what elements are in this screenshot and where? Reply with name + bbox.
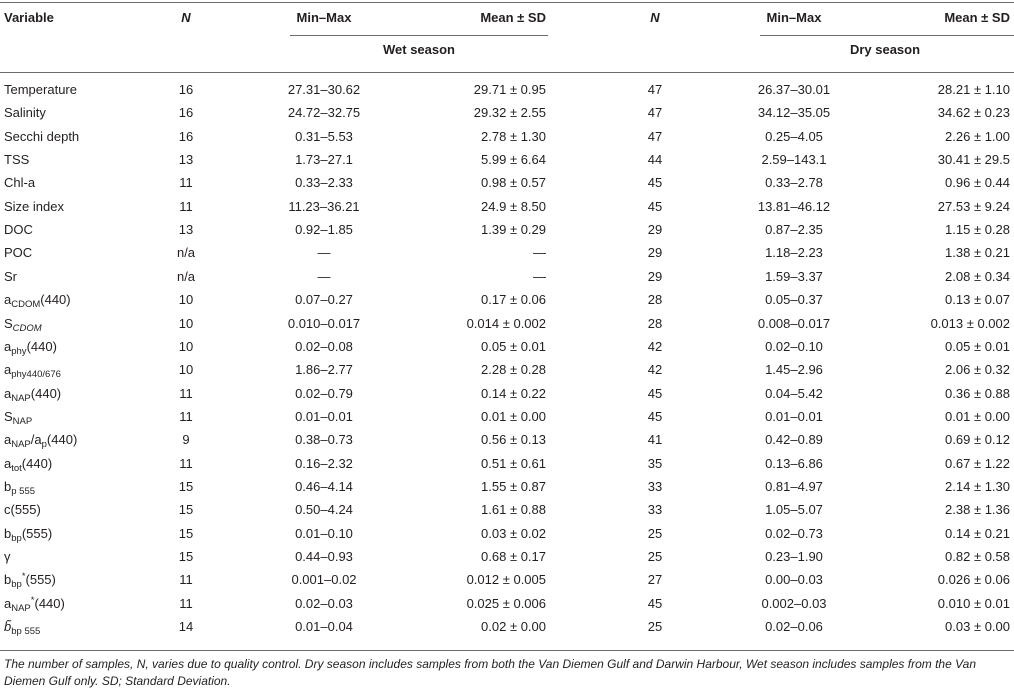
cell-dry-minmax: 0.05–0.37: [765, 292, 823, 307]
cell-dry-meansd: 0.36 ± 0.88: [945, 386, 1010, 401]
cell-dry-meansd: 0.01 ± 0.00: [945, 409, 1010, 424]
cell-dry-minmax: 0.04–5.42: [765, 386, 823, 401]
cell-wet-meansd: 0.01 ± 0.00: [481, 409, 546, 424]
cell-wet-n: n/a: [176, 269, 196, 284]
variable-subscript: CDOM: [12, 323, 42, 334]
cell-dry-minmax: 0.87–2.35: [765, 222, 823, 237]
cell-wet-meansd: 0.98 ± 0.57: [481, 175, 546, 190]
variable-superscript: *: [30, 595, 35, 606]
cell-dry-meansd: 28.21 ± 1.10: [937, 82, 1010, 97]
cell-dry-minmax: 0.02–0.73: [765, 526, 823, 541]
cell-dry-meansd: 2.14 ± 1.30: [945, 479, 1010, 494]
row-variable: [4, 222, 33, 238]
cell-dry-minmax: 0.42–0.89: [765, 432, 823, 447]
row-variable: [4, 82, 77, 98]
cell-wet-n: 11: [179, 596, 193, 611]
row-variable: [4, 572, 56, 588]
variable-symbol: Salinity: [4, 105, 46, 120]
cell-wet-meansd: —: [533, 269, 546, 284]
cell-wet-n: 16: [178, 105, 194, 120]
variable-subscript: NAP: [11, 393, 31, 404]
cell-wet-n: 15: [178, 502, 194, 517]
wet-group-rule: [290, 35, 548, 36]
cell-wet-minmax: 0.02–0.08: [295, 339, 353, 354]
cell-wet-meansd: —: [533, 245, 546, 260]
cell-wet-meansd: 0.012 ± 0.005: [466, 572, 546, 587]
cell-wet-n: 10: [178, 362, 194, 377]
cell-dry-n: 25: [647, 526, 663, 541]
cell-dry-meansd: 0.82 ± 0.58: [945, 549, 1010, 564]
cell-dry-minmax: 1.05–5.07: [765, 502, 823, 517]
cell-wet-meansd: 0.56 ± 0.13: [481, 432, 546, 447]
variable-symbol: TSS: [4, 152, 30, 167]
cell-wet-meansd: 0.02 ± 0.00: [481, 619, 546, 634]
cell-wet-meansd: 0.014 ± 0.002: [466, 316, 546, 331]
cell-dry-n: 33: [647, 479, 663, 494]
variable-symbol: a: [4, 339, 12, 354]
cell-wet-minmax: 0.50–4.24: [295, 502, 353, 517]
variable-superscript: *: [21, 571, 26, 582]
cell-wet-minmax: 0.44–0.93: [295, 549, 353, 564]
header-wet-season: Wet season: [382, 42, 456, 57]
variable-subscript: CDOM: [11, 299, 41, 310]
cell-dry-minmax: 2.59–143.1: [761, 152, 827, 167]
cell-dry-meansd: 2.26 ± 1.00: [945, 129, 1010, 144]
row-variable: [4, 105, 46, 121]
cell-wet-meansd: 24.9 ± 8.50: [481, 199, 546, 214]
variable-wavelength: (555): [25, 572, 56, 587]
cell-wet-minmax: 1.86–2.77: [295, 362, 353, 377]
cell-wet-n: 11: [179, 572, 193, 587]
cell-wet-n: 15: [178, 479, 194, 494]
cell-wet-minmax: 0.38–0.73: [295, 432, 353, 447]
cell-dry-n: 45: [647, 175, 663, 190]
cell-wet-n: 13: [178, 222, 194, 237]
cell-dry-n: 27: [647, 572, 663, 587]
row-variable: [4, 409, 32, 425]
cell-dry-n: 35: [647, 456, 663, 471]
variable-symbol: DOC: [4, 222, 33, 237]
variable-subscript: bp: [11, 533, 22, 544]
cell-dry-meansd: 2.06 ± 0.32: [945, 362, 1010, 377]
header-wet-minmax: Min–Max: [296, 10, 352, 25]
row-variable: [4, 199, 64, 215]
cell-dry-n: 45: [647, 386, 663, 401]
variable-symbol: Size index: [4, 199, 64, 214]
variable-symbol: b: [4, 526, 12, 541]
cell-dry-minmax: 0.002–0.03: [761, 596, 827, 611]
table-footnote: The number of samples, N, varies due to quality control. Dry season includes samples from both the Van Diemen Gulf and Darwin Harbour, Wet season includes samples from the Van Diemen Gulf only. SD; Standard Deviation.: [4, 657, 977, 688]
variable-symbol: S: [4, 409, 13, 424]
cell-dry-meansd: 0.96 ± 0.44: [945, 175, 1010, 190]
cell-wet-minmax: 0.01–0.04: [295, 619, 353, 634]
cell-wet-minmax: 0.33–2.33: [295, 175, 353, 190]
cell-dry-n: 45: [647, 199, 663, 214]
cell-dry-meansd: 0.67 ± 1.22: [945, 456, 1010, 471]
variable-subscript: NAP: [12, 416, 33, 427]
cell-dry-minmax: 0.00–0.03: [765, 572, 823, 587]
row-variable: [4, 339, 57, 355]
variable-symbol: a: [4, 292, 12, 307]
cell-wet-minmax: —: [317, 269, 331, 284]
header-bottom-rule: [0, 72, 1014, 73]
cell-dry-n: 47: [647, 129, 663, 144]
cell-wet-minmax: 0.01–0.01: [295, 409, 353, 424]
cell-wet-n: 10: [178, 339, 194, 354]
cell-dry-n: 45: [647, 596, 663, 611]
row-variable: [4, 269, 17, 285]
cell-dry-meansd: 0.05 ± 0.01: [945, 339, 1010, 354]
cell-dry-n: 29: [647, 245, 663, 260]
cell-wet-minmax: 0.001–0.02: [291, 572, 357, 587]
cell-wet-meansd: 0.05 ± 0.01: [481, 339, 546, 354]
header-dry-n: N: [650, 10, 660, 25]
cell-dry-meansd: 0.13 ± 0.07: [945, 292, 1010, 307]
variable-symbol: a: [4, 596, 12, 611]
row-variable: [4, 432, 77, 448]
variable-symbol: b: [4, 572, 12, 587]
cell-dry-minmax: 26.37–30.01: [757, 82, 831, 97]
cell-wet-meansd: 1.55 ± 0.87: [481, 479, 546, 494]
variable-symbol: γ: [4, 549, 11, 564]
row-variable: [4, 175, 35, 191]
cell-wet-minmax: 0.02–0.79: [295, 386, 353, 401]
header-dry-meansd: Mean ± SD: [944, 10, 1010, 25]
variable-wavelength: (440): [46, 432, 78, 447]
cell-dry-minmax: 0.02–0.06: [765, 619, 823, 634]
cell-wet-minmax: 11.23–36.21: [288, 199, 360, 214]
cell-wet-meansd: 1.61 ± 0.88: [481, 502, 546, 517]
variable-symbol: a: [4, 456, 12, 471]
cell-dry-n: 45: [647, 409, 663, 424]
cell-dry-n: 47: [647, 82, 663, 97]
variable-symbol: Sr: [4, 269, 17, 284]
cell-wet-meansd: 1.39 ± 0.29: [481, 222, 546, 237]
row-variable: [4, 362, 61, 378]
cell-dry-meansd: 1.38 ± 0.21: [945, 245, 1010, 260]
cell-dry-n: 42: [647, 339, 663, 354]
row-variable: [4, 456, 52, 472]
cell-dry-n: 25: [647, 619, 663, 634]
cell-wet-n: 11: [179, 175, 193, 190]
cell-dry-n: 28: [647, 292, 663, 307]
variable-wavelength: (555): [21, 526, 53, 541]
cell-dry-meansd: 0.69 ± 0.12: [945, 432, 1010, 447]
row-variable: [4, 386, 61, 402]
cell-wet-minmax: 0.02–0.03: [295, 596, 353, 611]
cell-wet-minmax: 24.72–32.75: [287, 105, 361, 120]
header-dry-season: Dry season: [849, 42, 921, 57]
cell-wet-minmax: —: [317, 245, 331, 260]
cell-wet-n: 11: [179, 409, 193, 424]
row-variable: [4, 152, 29, 168]
cell-wet-n: 10: [178, 292, 194, 307]
cell-wet-n: 11: [179, 456, 193, 471]
variable-wavelength: (440): [30, 386, 62, 401]
cell-wet-meansd: 0.025 ± 0.006: [466, 596, 546, 611]
row-variable: [4, 316, 42, 332]
variable-subscript: bp: [11, 579, 22, 590]
cell-dry-meansd: 2.38 ± 1.36: [945, 502, 1010, 517]
row-variable: [4, 502, 41, 518]
cell-wet-minmax: 0.46–4.14: [295, 479, 353, 494]
cell-wet-meansd: 0.14 ± 0.22: [481, 386, 546, 401]
variable-symbol: a: [4, 362, 12, 377]
row-variable: [4, 549, 11, 565]
variable-wavelength: (440): [40, 292, 71, 307]
variable-symbol: Secchi depth: [4, 129, 80, 144]
cell-wet-minmax: 0.010–0.017: [287, 316, 361, 331]
cell-dry-meansd: 0.013 ± 0.002: [930, 316, 1010, 331]
cell-wet-n: 15: [178, 526, 194, 541]
cell-wet-meansd: 0.03 ± 0.02: [481, 526, 546, 541]
cell-wet-minmax: 27.31–30.62: [287, 82, 361, 97]
cell-dry-n: 42: [647, 362, 663, 377]
variable-symbol: Chl-a: [4, 175, 36, 190]
cell-wet-n: 11: [179, 386, 193, 401]
cell-dry-minmax: 1.18–2.23: [765, 245, 823, 260]
cell-wet-n: 14: [178, 619, 194, 634]
variable-symbol: a: [4, 432, 12, 447]
variable-subscript: p 555: [11, 486, 36, 497]
variable-symbol: b̃: [4, 619, 12, 634]
cell-wet-meansd: 29.32 ± 2.55: [473, 105, 546, 120]
cell-wet-meansd: 2.78 ± 1.30: [481, 129, 546, 144]
cell-dry-minmax: 1.45–2.96: [765, 362, 823, 377]
variable-subscript: bp 555: [11, 626, 41, 637]
cell-wet-n: 16: [178, 82, 194, 97]
row-variable: [4, 129, 79, 145]
cell-wet-meansd: 0.68 ± 0.17: [481, 549, 546, 564]
variable-symbol: c(555): [4, 502, 41, 517]
variable-subscript: NAP: [11, 603, 31, 614]
row-variable: [4, 619, 40, 635]
cell-dry-n: 47: [647, 105, 663, 120]
row-variable: [4, 479, 35, 495]
cell-wet-n: 13: [178, 152, 194, 167]
cell-dry-meansd: 1.15 ± 0.28: [945, 222, 1010, 237]
cell-wet-n: 9: [182, 432, 190, 447]
cell-dry-minmax: 0.008–0.017: [757, 316, 831, 331]
cell-wet-minmax: 0.31–5.53: [295, 129, 353, 144]
cell-dry-minmax: 1.59–3.37: [765, 269, 823, 284]
header-dry-minmax: Min–Max: [766, 10, 822, 25]
cell-dry-minmax: 34.12–35.05: [757, 105, 831, 120]
variable-symbol: a: [4, 386, 12, 401]
variable-wavelength: (440): [34, 596, 65, 611]
cell-wet-meansd: 29.71 ± 0.95: [473, 82, 546, 97]
cell-dry-meansd: 34.62 ± 0.23: [937, 105, 1010, 120]
cell-dry-n: 29: [647, 269, 663, 284]
variable-subscript: tot: [11, 463, 22, 474]
cell-wet-meansd: 2.28 ± 0.28: [481, 362, 546, 377]
row-variable: [4, 245, 32, 261]
cell-dry-meansd: 0.14 ± 0.21: [945, 526, 1010, 541]
cell-dry-minmax: 0.01–0.01: [765, 409, 823, 424]
cell-dry-meansd: 2.08 ± 0.34: [945, 269, 1010, 284]
cell-dry-n: 28: [647, 316, 663, 331]
cell-dry-minmax: 0.13–6.86: [765, 456, 823, 471]
cell-dry-n: 29: [647, 222, 663, 237]
cell-wet-n: 11: [179, 199, 193, 214]
variable-divider: /a: [30, 432, 42, 447]
cell-dry-minmax: 0.81–4.97: [765, 479, 823, 494]
cell-wet-meansd: 0.17 ± 0.06: [481, 292, 546, 307]
variable-symbol: b: [4, 479, 12, 494]
cell-dry-n: 33: [647, 502, 663, 517]
variable-subscript: phy: [11, 346, 27, 357]
header-wet-meansd: Mean ± SD: [480, 10, 546, 25]
cell-dry-minmax: 0.23–1.90: [765, 549, 823, 564]
row-variable: [4, 292, 71, 308]
top-rule: [0, 2, 1014, 3]
cell-wet-meansd: 0.51 ± 0.61: [481, 456, 546, 471]
variable-subscript: phy440/676: [11, 369, 61, 380]
cell-wet-minmax: 0.16–2.32: [295, 456, 353, 471]
header-wet-n: N: [181, 10, 191, 25]
table-bottom-rule: [0, 650, 1014, 651]
cell-wet-n: n/a: [176, 245, 196, 260]
cell-dry-meansd: 0.010 ± 0.01: [937, 596, 1010, 611]
variable-wavelength: (440): [21, 456, 53, 471]
dry-group-rule: [760, 35, 1014, 36]
cell-dry-minmax: 13.81–46.12: [757, 199, 831, 214]
header-variable: Variable: [4, 10, 54, 25]
variable-wavelength: (440): [26, 339, 57, 354]
cell-dry-meansd: 27.53 ± 9.24: [937, 199, 1010, 214]
cell-dry-n: 44: [647, 152, 663, 167]
cell-wet-n: 10: [178, 316, 194, 331]
cell-wet-n: 15: [178, 549, 194, 564]
variable-symbol: Temperature: [4, 82, 77, 97]
cell-dry-minmax: 0.33–2.78: [765, 175, 823, 190]
cell-dry-minmax: 0.25–4.05: [765, 129, 823, 144]
row-variable: [4, 526, 52, 542]
cell-dry-meansd: 0.026 ± 0.06: [937, 572, 1010, 587]
variable-symbol: POC: [4, 245, 33, 260]
cell-wet-minmax: 1.73–27.1: [295, 152, 353, 167]
cell-dry-n: 41: [647, 432, 663, 447]
variable-symbol: S: [4, 316, 13, 331]
variable-subscript-2: p: [41, 439, 47, 450]
cell-wet-minmax: 0.01–0.10: [295, 526, 353, 541]
row-variable: [4, 596, 65, 612]
cell-dry-meansd: 30.41 ± 29.5: [937, 152, 1010, 167]
cell-dry-meansd: 0.03 ± 0.00: [945, 619, 1010, 634]
cell-wet-minmax: 0.07–0.27: [295, 292, 353, 307]
cell-wet-n: 16: [178, 129, 194, 144]
cell-wet-minmax: 0.92–1.85: [295, 222, 353, 237]
cell-dry-n: 25: [647, 549, 663, 564]
variable-subscript: NAP: [11, 439, 31, 450]
cell-dry-minmax: 0.02–0.10: [765, 339, 823, 354]
cell-wet-meansd: 5.99 ± 6.64: [481, 152, 546, 167]
